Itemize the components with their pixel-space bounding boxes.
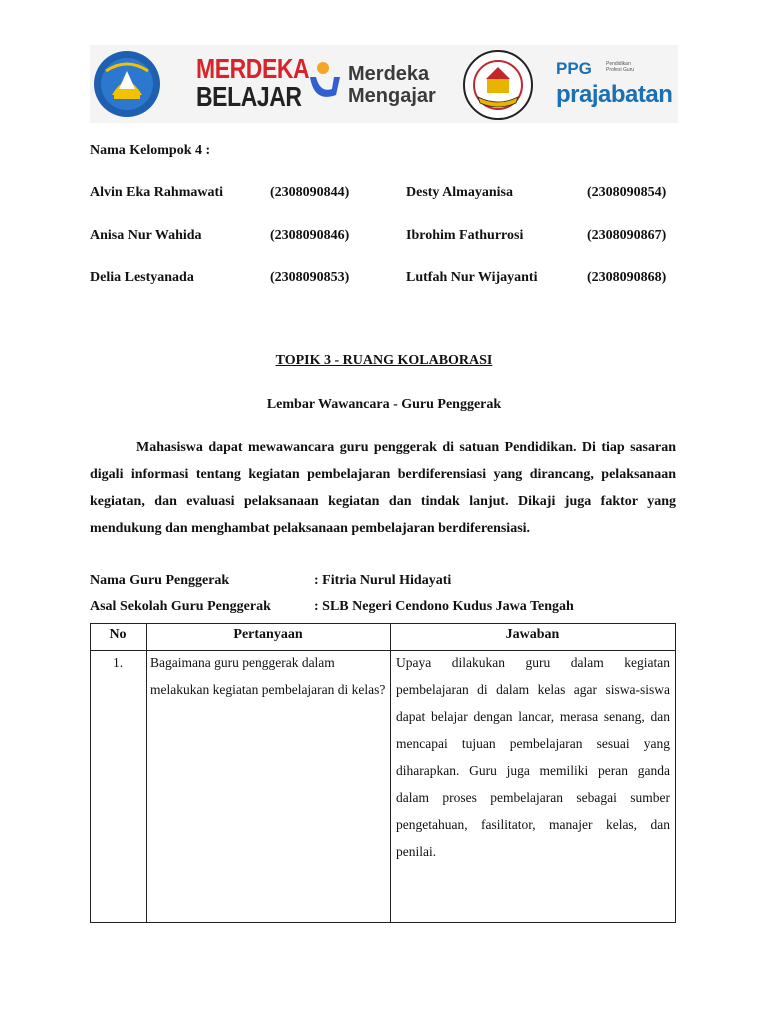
subtitle: Lembar Wawancara - Guru Penggerak [266, 397, 502, 412]
topic-title-text: TOPIK 3 - RUANG KOLABORASI [275, 353, 493, 368]
member-nim: (2308090853) [270, 270, 350, 285]
interview-table [90, 623, 676, 923]
member-name: Lutfah Nur Wijayanti [406, 270, 538, 285]
ppg-text: PPG [556, 59, 592, 78]
university-seal-logo [462, 49, 534, 121]
group-label: Nama Kelompok 4 : [90, 143, 211, 158]
member-name: Ibrohim Fathurrosi [406, 228, 524, 243]
guru-label: Nama Guru Penggerak [90, 573, 230, 588]
ppg-small-text: Pendidikan Profesi Guru [606, 61, 635, 73]
merdeka-mengajar-logo [348, 63, 436, 107]
ppg-prajabatan-logo [556, 59, 676, 109]
member-nim: (2308090868) [587, 270, 667, 285]
member-name: Delia Lestyanada [90, 270, 194, 285]
merdeka-belajar-line2: BELAJAR [196, 81, 302, 112]
logo-banner [90, 45, 678, 123]
table-border [675, 623, 676, 923]
member-name: Anisa Nur Wahida [90, 228, 202, 243]
table-border [90, 922, 676, 923]
header-no: No [109, 627, 127, 642]
member-nim: (2308090854) [587, 185, 667, 200]
merdeka-mengajar-line1: Merdeka [348, 63, 430, 85]
tut-wuri-handayani-logo [92, 49, 162, 119]
member-name: Desty Almayanisa [406, 185, 513, 200]
member-nim: (2308090867) [587, 228, 667, 243]
sekolah-label: Asal Sekolah Guru Penggerak [90, 599, 271, 614]
topic-title [0, 353, 768, 369]
merdeka-belajar-line1: MERDEKA [196, 53, 310, 84]
member-nim: (2308090846) [270, 228, 350, 243]
table-border [390, 623, 391, 923]
header-jawaban: Jawaban [505, 627, 560, 642]
header-pertanyaan: Pertanyaan [233, 627, 303, 642]
merdeka-belajar-logo [196, 53, 310, 112]
merdeka-mengajar-line2: Mengajar [348, 85, 436, 107]
table-border [90, 623, 676, 624]
member-name: Alvin Eka Rahmawati [90, 185, 224, 200]
intro-paragraph: Mahasiswa dapat mewawancara guru penggerak di satuan Pendidikan. Di tiap sasaran digali informasi tentang kegiatan pembelajaran berdiferensiasi yang dirancang, pelaksanaan kegiatan, dan evaluasi pelaksanaan kegiatan dan tindak lanjut. Dikaji juga faktor yang mendukung dan menghambat pelaksanaan pembelajaran berdiferensiasi. [90, 440, 676, 536]
guru-value: : Fitria Nurul Hidayati [314, 573, 452, 588]
member-nim: (2308090844) [270, 185, 350, 200]
table-border [146, 623, 147, 923]
row-answer: Upaya dilakukan guru dalam kegiatan pembelajaran di dalam kelas agar siswa-siswa dapat belajar dengan lancar, merasa senang, dan mencapai tujuan pembelajaran sesuai yang diharapkan. Guru juga memiliki peran ganda dalam proses pembelajaran sebagai sumber pengetahuan, fasilitator, manajer kelas, dan penilai. [396, 655, 670, 859]
row-question: Bagaimana guru penggerak dalam melakukan kegiatan pembelajaran di kelas? [150, 655, 386, 697]
sekolah-value: : SLB Negeri Cendono Kudus Jawa Tengah [314, 599, 574, 614]
merdeka-mengajar-icon [306, 59, 342, 111]
prajabatan-text: prajabatan [556, 81, 673, 108]
row-no: 1. [112, 655, 124, 670]
